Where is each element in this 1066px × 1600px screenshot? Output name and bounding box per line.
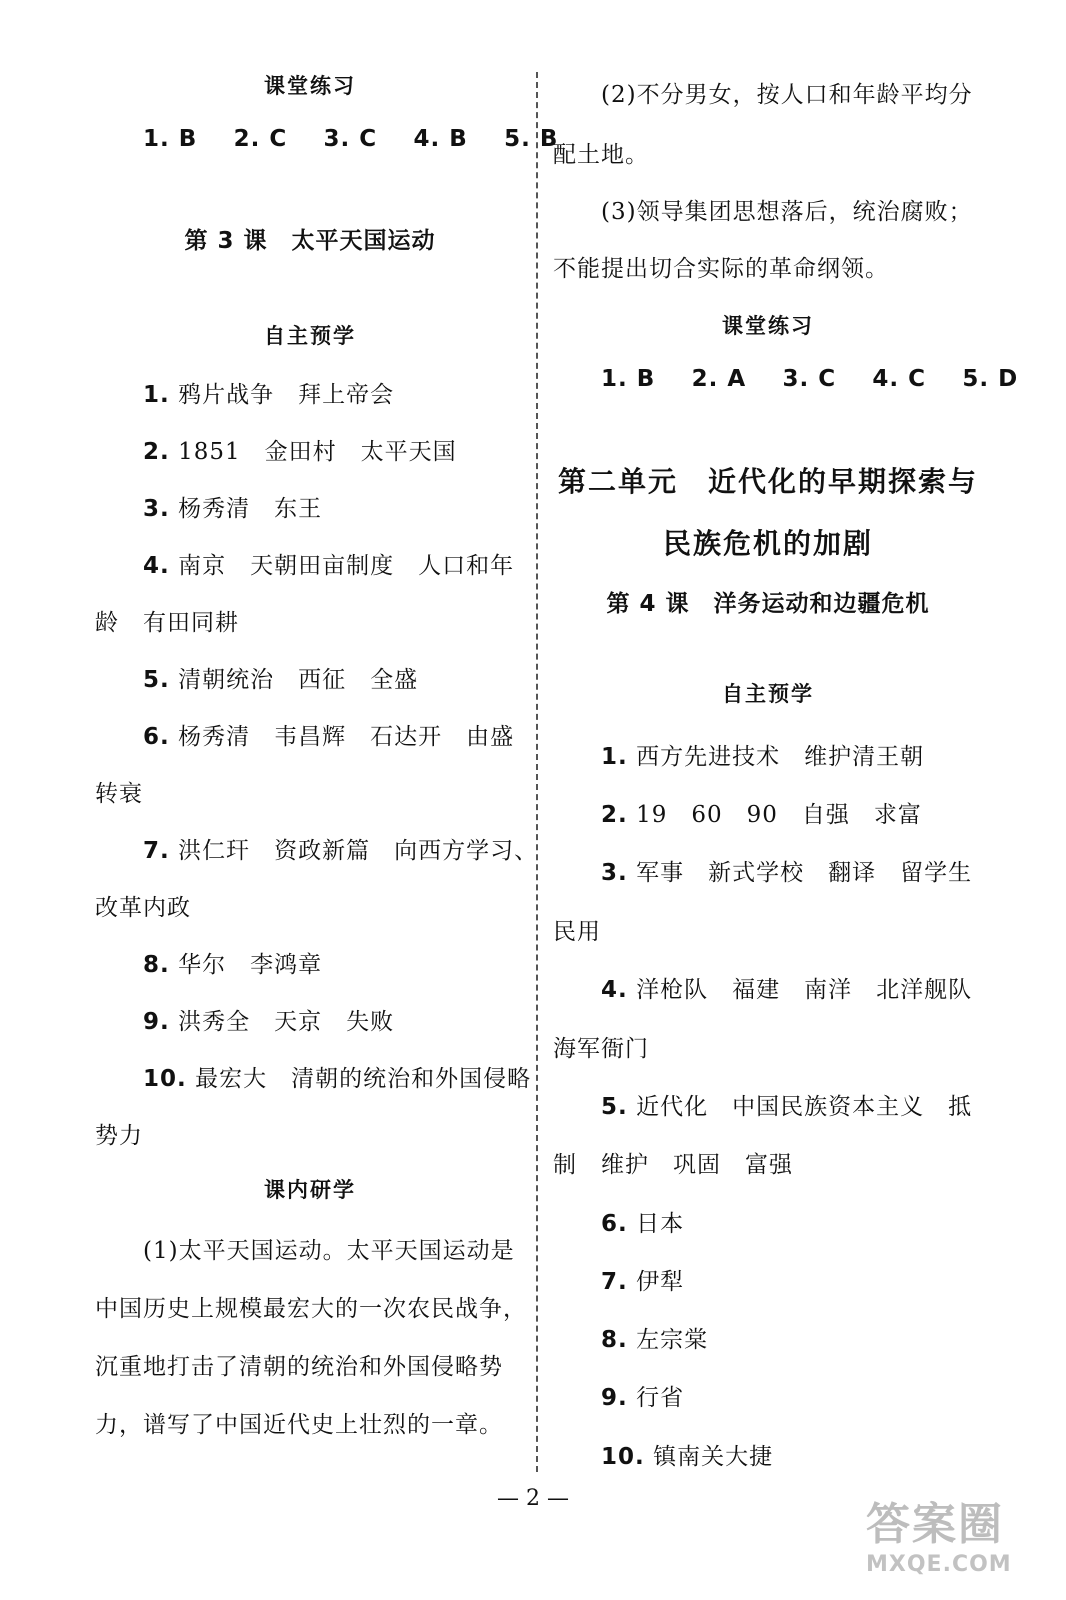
answer-row xyxy=(143,126,586,152)
answer: 1. B xyxy=(143,126,198,152)
list-item: 2. 19 60 90 自强 求富 xyxy=(601,802,922,828)
watermark-logo xyxy=(866,1488,1036,1588)
paragraph-line: (2)不分男女，按人口和年龄平均分 xyxy=(601,82,973,108)
list-item-continuation: 势力 xyxy=(95,1123,143,1149)
list-item: 9. 洪秀全 天京 失败 xyxy=(143,1009,395,1035)
answer: 2. C xyxy=(233,126,288,152)
list-item-continuation: 龄 有田同耕 xyxy=(95,610,239,636)
list-item: 9. 行省 xyxy=(601,1385,685,1411)
answer: 4. C xyxy=(872,366,927,392)
list-item-continuation: 制 维护 巩固 富强 xyxy=(553,1152,793,1178)
column-divider xyxy=(536,72,538,1472)
unit-title: 民族危机的加剧 xyxy=(662,527,873,560)
answer-row xyxy=(601,366,1046,392)
list-item: 4. 南京 天朝田亩制度 人口和年 xyxy=(143,553,515,579)
list-item: 6. 日本 xyxy=(601,1211,685,1237)
list-item-continuation: 转衰 xyxy=(95,781,143,807)
list-item: 1. 西方先进技术 维护清王朝 xyxy=(601,744,925,770)
list-item: 5. 近代化 中国民族资本主义 抵 xyxy=(601,1094,973,1120)
section-heading-practice: 课堂练习 xyxy=(264,74,356,98)
answer: 4. B xyxy=(413,126,468,152)
watermark-url: MXQE.COM xyxy=(866,1552,1012,1577)
paragraph-line: 不能提出切合实际的革命纲领。 xyxy=(553,256,889,282)
answer: 5. B xyxy=(504,126,559,152)
list-item: 8. 华尔 李鸿章 xyxy=(143,952,323,978)
list-item: 6. 杨秀清 韦昌辉 石达开 由盛 xyxy=(143,724,515,750)
list-item: 5. 清朝统治 西征 全盛 xyxy=(143,667,419,693)
page-number: — 2 — xyxy=(497,1486,569,1511)
unit-title: 第二单元 近代化的早期探索与 xyxy=(557,465,978,498)
list-item: 10. 最宏大 清朝的统治和外国侵略 xyxy=(143,1066,532,1092)
paragraph-line: (1)太平天国运动。太平天国运动是 xyxy=(143,1238,515,1264)
answer: 5. D xyxy=(962,366,1019,392)
list-item: 1. 鸦片战争 拜上帝会 xyxy=(143,382,395,408)
list-item: 7. 伊犁 xyxy=(601,1269,685,1295)
list-item: 4. 洋枪队 福建 南洋 北洋舰队 xyxy=(601,977,973,1003)
lesson-title: 第 3 课 太平天国运动 xyxy=(184,228,436,254)
answer: 2. A xyxy=(691,366,747,392)
section-heading-practice: 课堂练习 xyxy=(722,314,814,338)
list-item: 2. 1851 金田村 太平天国 xyxy=(143,439,457,465)
paragraph-line: 力，谱写了中国近代史上壮烈的一章。 xyxy=(95,1412,503,1438)
lesson-title: 第 4 课 洋务运动和边疆危机 xyxy=(606,591,930,617)
paragraph-line: (3)领导集团思想落后，统治腐败； xyxy=(601,199,973,225)
paragraph-line: 中国历史上规模最宏大的一次农民战争， xyxy=(95,1296,527,1322)
list-item: 3. 杨秀清 东王 xyxy=(143,496,323,522)
paragraph-line: 沉重地打击了清朝的统治和外国侵略势 xyxy=(95,1354,503,1380)
list-item: 7. 洪仁玕 资政新篇 向西方学习、 xyxy=(143,838,539,864)
list-item: 8. 左宗棠 xyxy=(601,1327,709,1353)
section-heading-preview: 自主预学 xyxy=(264,324,356,348)
list-item: 3. 军事 新式学校 翻译 留学生 xyxy=(601,860,973,886)
answer: 1. B xyxy=(601,366,656,392)
list-item-continuation: 民用 xyxy=(553,919,601,945)
answer: 3. C xyxy=(782,366,837,392)
list-item-continuation: 改革内政 xyxy=(95,895,191,921)
section-heading-preview: 自主预学 xyxy=(722,682,814,706)
list-item-continuation: 海军衙门 xyxy=(553,1036,649,1062)
section-heading-research: 课内研学 xyxy=(264,1178,356,1202)
list-item: 10. 镇南关大捷 xyxy=(601,1444,774,1470)
answer: 3. C xyxy=(323,126,378,152)
watermark-logo-text: 答案圈 xyxy=(866,1499,1004,1550)
paragraph-line: 配土地。 xyxy=(553,142,649,168)
